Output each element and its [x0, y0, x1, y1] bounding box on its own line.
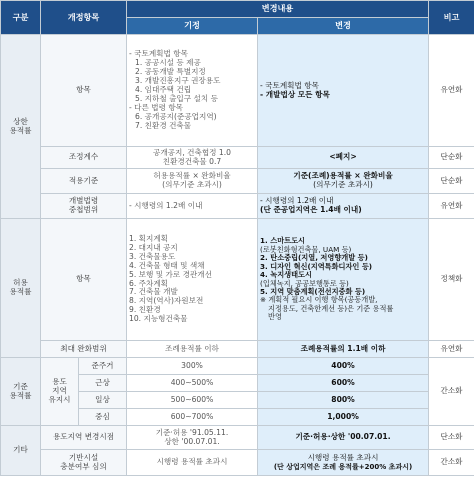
zone-name: 일상 — [79, 392, 127, 409]
list-item: 4. 건축물 형태 및 색채 — [129, 260, 205, 270]
list-item: 4. 임대주택 건립 — [135, 85, 192, 95]
text-line: (단 상업지역은 조례 용적률+200% 초과시) — [273, 462, 413, 471]
header-category: 구분 — [1, 1, 41, 35]
zone-after-value: 800% — [258, 392, 429, 409]
list-item: (입체녹지, 공공보행통로 등) — [260, 278, 349, 288]
list-item: 2. 대지내 공지 — [129, 242, 178, 252]
section-upper-far: 상한 용적률 — [1, 35, 41, 219]
text-line: 기준(조례)용적률 × 완화비율 — [293, 171, 393, 181]
list-item: 7. 건축물 개발 — [129, 287, 178, 297]
list-item: 반영 — [268, 312, 282, 322]
list-item: 3. 디자인 혁신(지역특화디자인 등) — [260, 261, 373, 271]
section-allowed-far: 허용 용적률 — [1, 219, 41, 358]
remark-flexible: 유연화 — [429, 35, 474, 147]
list-item: 1. 공공시설 등 제공 — [135, 58, 201, 68]
zone-name: 근상 — [79, 375, 127, 392]
after-items-list — [258, 35, 429, 147]
text-line: 상한 '00.07.01. — [164, 436, 220, 446]
list-item: 1. 스마트도시 — [260, 236, 305, 246]
list-item: - 국토계획법 항목 — [129, 49, 188, 59]
row-label-items: 항목 — [41, 35, 127, 147]
text-line: - 시행령의 1.2배 이내 — [260, 196, 334, 206]
zone-after-value: 400% — [258, 358, 429, 375]
before-adjustment-factor — [127, 147, 258, 169]
text-line: 공개공지, 건축협정 1.0 — [153, 147, 232, 157]
before-zone-change-date — [127, 426, 258, 450]
remark-flexible: 유연화 — [429, 341, 474, 358]
list-item: 3. 개발진흥지구 권장용도 — [135, 76, 221, 86]
before-infrastructure-review: 시행령 용적률 초과시 — [127, 450, 258, 476]
list-item: 7. 친환경 건축물 — [135, 120, 192, 130]
after-allowed-items — [258, 219, 429, 341]
remark-simplified: 단소화 — [429, 426, 474, 450]
list-item: 5. 보행 및 가로 경관개선 — [129, 269, 212, 279]
text-line: (의무기준 초과시) — [313, 180, 373, 189]
remark-streamlined: 간소화 — [429, 358, 474, 426]
row-label-infrastructure-review: 기반시설 충분여부 심의 — [41, 450, 127, 476]
before-max-relief: 조례용적률 이하 — [127, 341, 258, 358]
list-item: 6. 공개공지(준공업지역) — [135, 111, 217, 121]
list-item: 5. 지역 맞춤계획(전선지중화 등) — [260, 286, 366, 296]
list-item: - 다른 법령 항목 — [129, 102, 184, 112]
zone-name: 준주거 — [79, 358, 127, 375]
row-label-max-relief: 최대 완화범위 — [41, 341, 127, 358]
remark-simplified: 단순화 — [429, 169, 474, 194]
before-items-list — [127, 35, 258, 147]
list-item: - 개발법상 모든 항목 — [260, 89, 330, 99]
header-revision-item: 개정항목 — [41, 1, 127, 35]
list-item: ※ 계획적 필요시 이행 항목(공동개발, — [260, 295, 378, 305]
zone-before-value: 400~500% — [127, 375, 258, 392]
row-label-application-standard: 적용기준 — [41, 169, 127, 194]
text-line: (단 준공업지역은 1.4배 이내) — [260, 205, 362, 214]
row-label-items: 항목 — [41, 219, 127, 341]
remark-policy: 정책화 — [429, 219, 474, 341]
header-changes: 변경내용 — [127, 1, 429, 18]
list-item: 2. 탄소중립(지열, 저영향개발 등) — [260, 253, 368, 263]
after-infrastructure-review — [258, 450, 429, 476]
list-item: 지정용도, 건축한계선 등)은 기준 용적률 — [268, 303, 394, 313]
list-item: 9. 친환경 — [129, 305, 161, 315]
list-item: 1. 획지계획 — [129, 233, 169, 243]
after-zone-change-date: 기준·허용·상한 '00.07.01. — [258, 426, 429, 450]
text-line: 친환경건축물 0.7 — [162, 156, 222, 166]
zone-before-value: 300% — [127, 358, 258, 375]
text-line: 기준·허용 '91.05.11. — [155, 427, 229, 437]
list-item: 6. 주차계획 — [129, 278, 169, 288]
list-item: 3. 건축물용도 — [129, 251, 176, 261]
row-label-zone-change-date: 용도지역 변경시점 — [41, 426, 127, 450]
row-label-adjustment-factor: 조정계수 — [41, 147, 127, 169]
before-overlap-range: - 시행령의 1.2배 이내 — [127, 194, 258, 219]
header-before: 기정 — [127, 18, 258, 35]
list-item: 8. 지역(역사)자원보전 — [129, 296, 204, 306]
after-max-relief: 조례용적률의 1.1배 이하 — [258, 341, 429, 358]
list-item: 4. 녹지생태도시 — [260, 270, 312, 280]
after-application-standard — [258, 169, 429, 194]
zone-after-value: 1,000% — [258, 409, 429, 426]
zone-before-value: 600~700% — [127, 409, 258, 426]
remark-simplified: 단순화 — [429, 147, 474, 169]
text-line: 시행령 용적률 초과시 — [307, 452, 379, 462]
section-other: 기타 — [1, 426, 41, 476]
row-label-zone-retained: 용도 지역 유지시 — [41, 358, 79, 426]
list-item: (로봇친화형건축물, UAM 등) — [260, 244, 352, 254]
list-item: 5. 지하철 출입구 설치 등 — [135, 93, 218, 103]
section-base-far: 기준 용적률 — [1, 358, 41, 426]
zone-name: 중심 — [79, 409, 127, 426]
zone-after-value: 600% — [258, 375, 429, 392]
before-allowed-items — [127, 219, 258, 341]
zone-before-value: 500~600% — [127, 392, 258, 409]
row-label-overlap-range: 개별법령 중첩범위 — [41, 194, 127, 219]
text-line: 허용용적률 × 완화비율 — [153, 171, 231, 181]
list-item: 2. 공동개발 특별지정 — [135, 67, 206, 77]
text-line: (의무기준 초과시) — [162, 180, 222, 189]
remark-flexible: 유연화 — [429, 194, 474, 219]
list-item: 10. 지능형건축물 — [129, 314, 188, 324]
after-overlap-range — [258, 194, 429, 219]
before-application-standard — [127, 169, 258, 194]
remark-streamlined: 간소화 — [429, 450, 474, 476]
after-adjustment-factor: <폐지> — [258, 147, 429, 169]
header-after: 변경 — [258, 18, 429, 35]
list-item: - 국토계획법 항목 — [260, 80, 319, 90]
header-remarks: 비고 — [429, 1, 474, 35]
